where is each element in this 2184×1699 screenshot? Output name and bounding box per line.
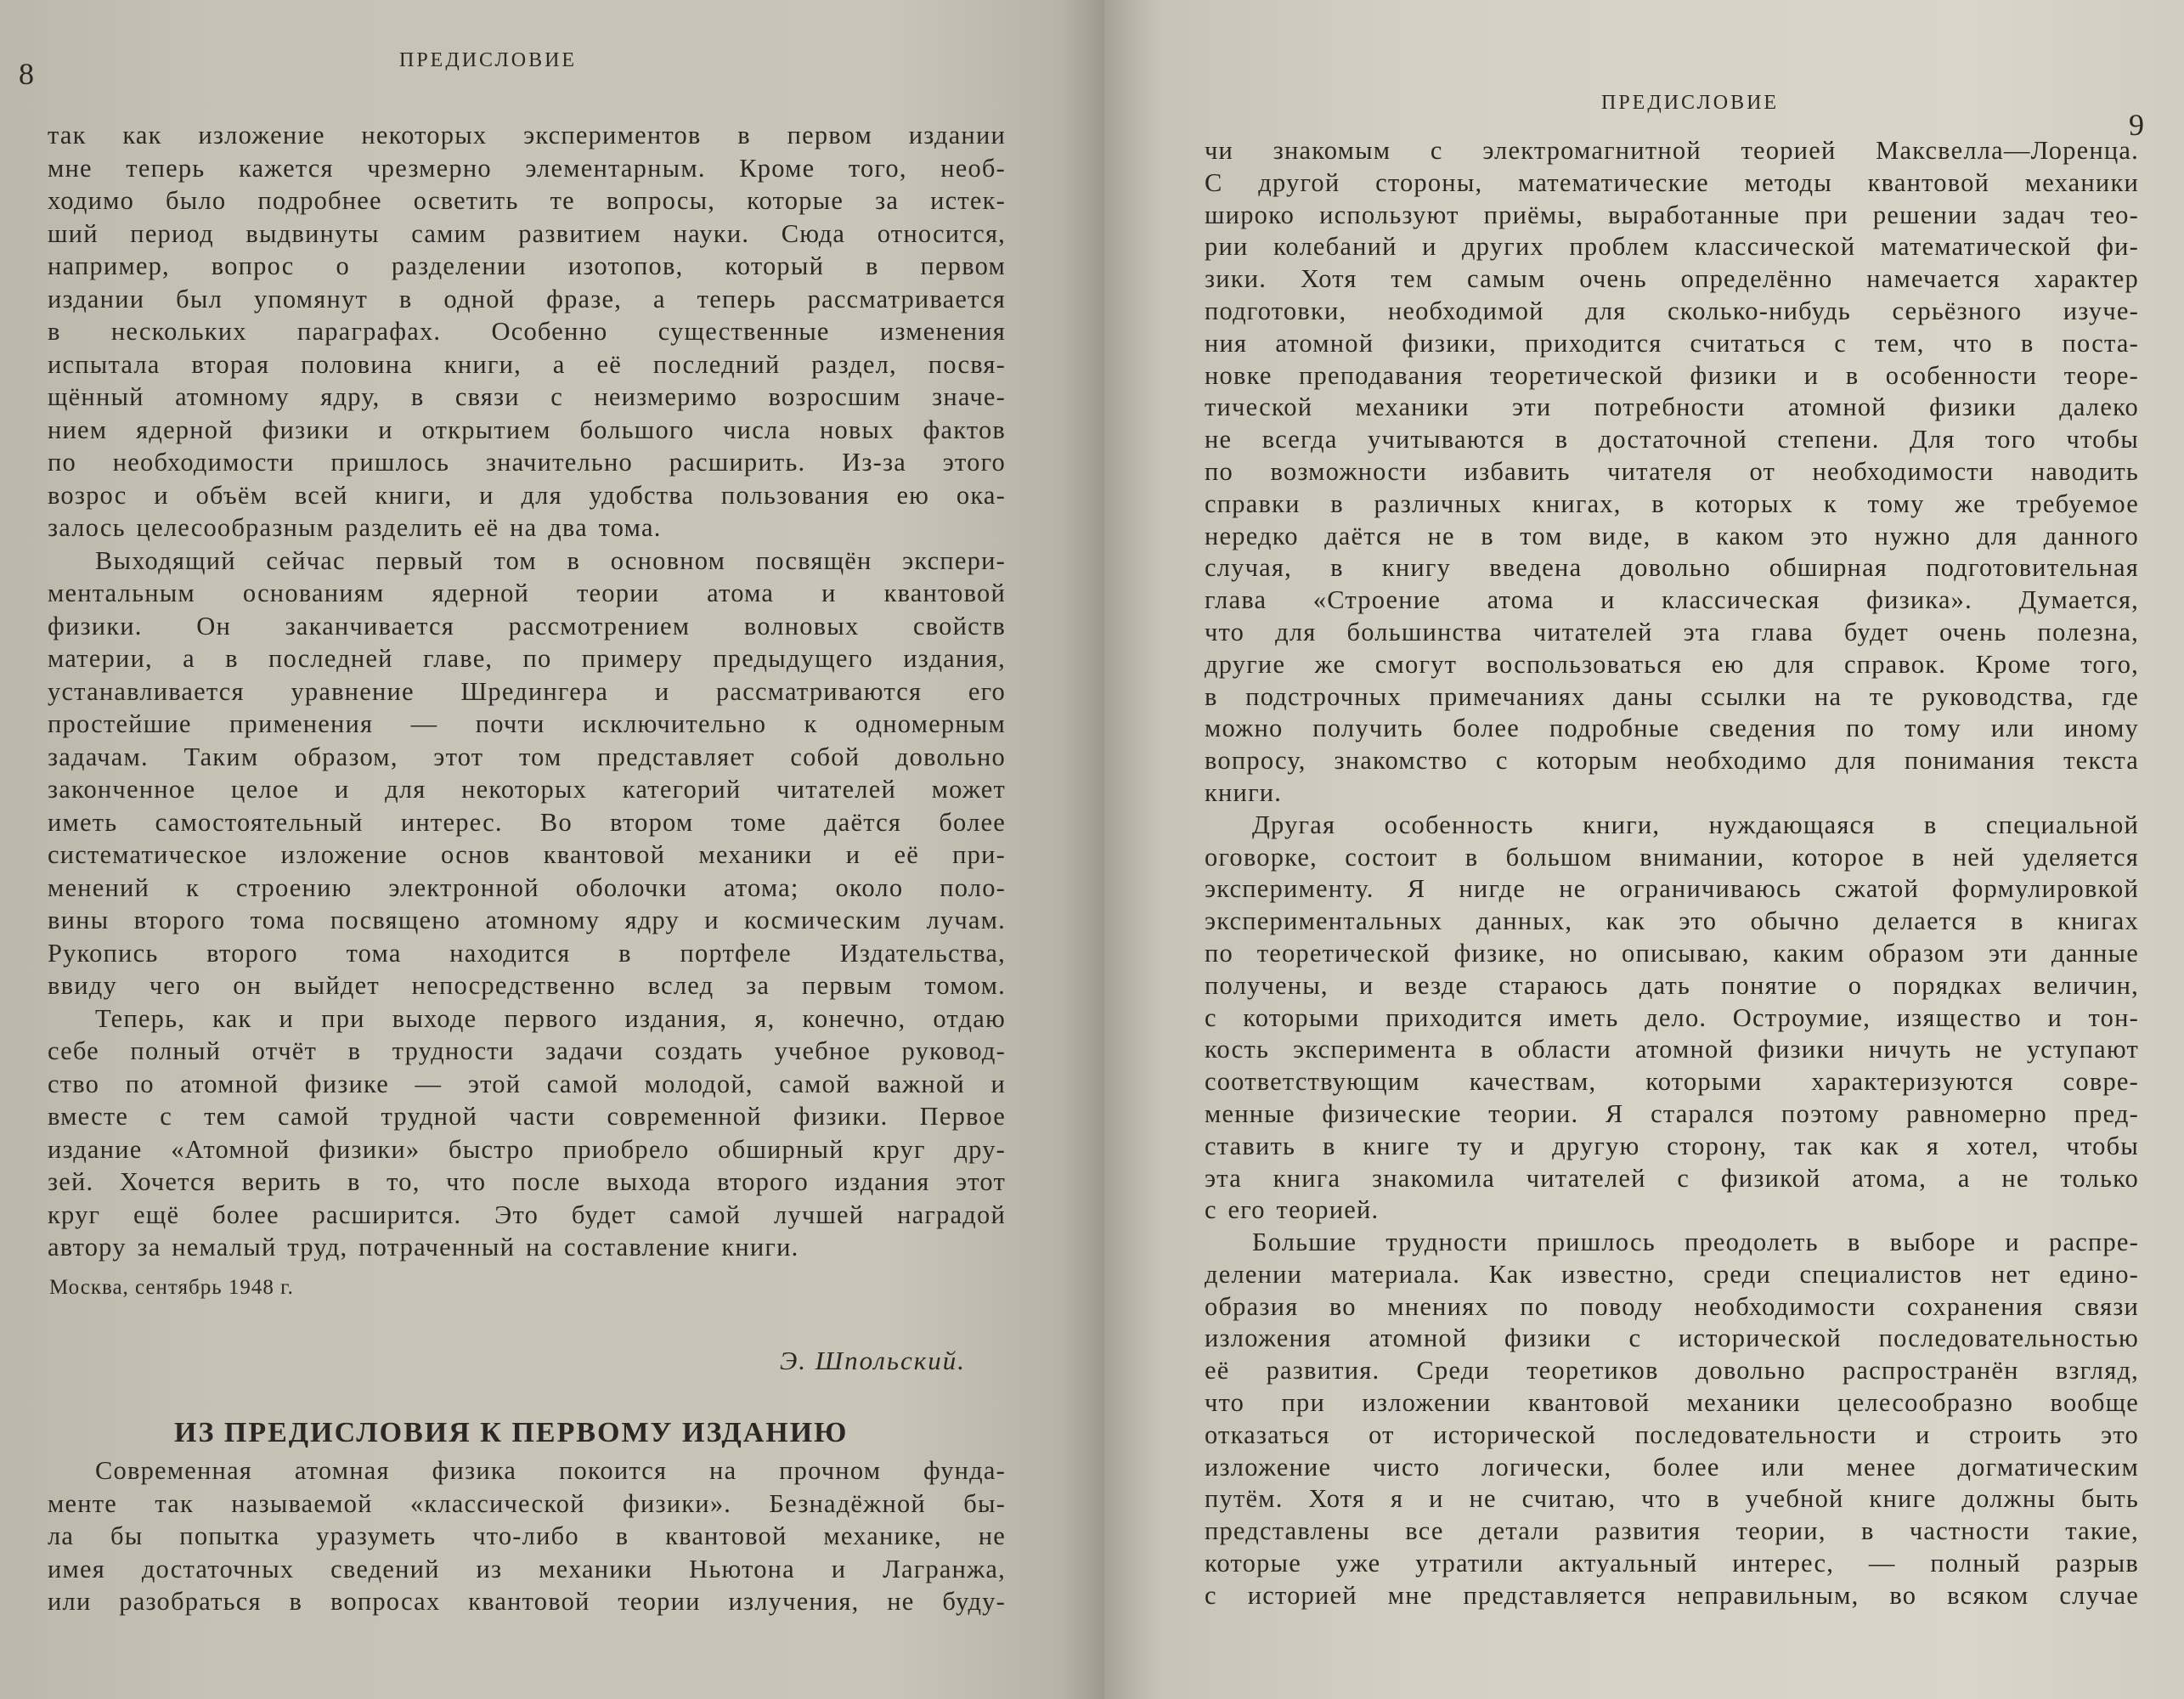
text-line: систематическое изложение основ квантовой механики и её при- — [48, 840, 1006, 869]
text-line: ставить в книге ту и другую сторону, так как я хотел, чтобы — [1205, 1131, 2139, 1160]
text-line: экспериментальных данных, как это обычно делается в книгах — [1205, 906, 2139, 936]
text-line: издание «Атомной физики» быстро приобрело обширный круг дру- — [48, 1134, 1006, 1164]
text-line: ство по атомной физике — этой самой молодой, самой важной и — [48, 1069, 1006, 1098]
section-heading: ИЗ ПРЕДИСЛОВИЯ К ПЕРВОМУ ИЗДАНИЮ — [174, 1417, 849, 1448]
text-line: отказаться от исторической последовательности и строить это — [1205, 1420, 2139, 1449]
text-line: эксперименту. Я нигде не ограничиваюсь сжатой формулировкой — [1205, 874, 2139, 904]
text-line: зики. Хотя тем самым очень определённо намечается характер — [1205, 264, 2139, 294]
text-line: простейшие применения — почти исключительно к одномерным — [48, 709, 1006, 738]
text-line: что при изложении квантовой механики целесообразно вообще — [1205, 1388, 2139, 1418]
body-text — [48, 119, 1006, 1264]
text-line: глава «Строение атома и классическая физика». Думается, — [1205, 585, 2139, 615]
text-line: по теоретической физике, но описываю, каким образом эти данные — [1205, 938, 2139, 968]
section-text — [48, 1454, 1006, 1618]
text-line: делении материала. Как известно, среди специалистов нет едино- — [1205, 1259, 2139, 1289]
text-line: Рукопись второго тома находится в портфеле Издательства, — [48, 938, 1006, 968]
text-line: менные физические теории. Я старался поэтому равномерно пред- — [1205, 1098, 2139, 1128]
text-line: С другой стороны, математические методы квантовой механики — [1205, 167, 2139, 197]
text-line: рии колебаний и других проблем классической математической фи- — [1205, 232, 2139, 262]
text-line: возрос и объём всей книги, и для удобства пользования ею ока- — [48, 480, 1006, 510]
text-line: чи знакомым с электромагнитной теорией Максвелла—Лоренца. — [1205, 136, 2139, 165]
right-page — [1104, 0, 2184, 1699]
text-line: залось целесообразным разделить её на два тома. — [48, 513, 662, 542]
text-line: Теперь, как и при выходе первого издания, я, конечно, отдаю — [95, 1003, 1006, 1033]
text-line: в нескольких параграфах. Особенно существенные изменения — [48, 317, 1006, 346]
text-line: ментальным основаниям ядерной теории атома и квантовой — [48, 579, 1006, 607]
text-line: можно получить более подробные сведения по тому или иному — [1205, 714, 2139, 743]
text-line: Современная атомная физика покоится на прочном фунда- — [95, 1456, 1006, 1485]
text-line: подготовки, необходимой для сколько-нибудь серьёзного изуче- — [1205, 296, 2139, 325]
text-line: менений к строению электронной оболочки атома; около поло- — [48, 872, 1006, 902]
text-line: эта книга знакомила читателей с физикой атома, а не только — [1205, 1163, 2139, 1193]
text-line: справки в различных книгах, в которых к тому же требуемое — [1205, 488, 2139, 518]
text-line: материи, а в последней главе, по примеру предыдущего издания, — [48, 644, 1006, 673]
text-line: например, вопрос о разделении изотопов, который в первом — [48, 251, 1006, 280]
text-line: соответствующим качествам, которыми характеризуются совре- — [1205, 1067, 2139, 1097]
text-line: ла бы попытка уразуметь что-либо в квантовой механике, не — [48, 1521, 1006, 1550]
text-line: иметь самостоятельный интерес. Во втором томе даётся более — [48, 807, 1006, 837]
text-line: с историей мне представляется неправильным, во всяком случае — [1205, 1580, 2139, 1610]
text-line: вопросу, знакомство с которым необходимо для понимания текста — [1205, 746, 2139, 776]
text-line: ввиду чего он выйдет непосредственно вслед за первым томом. — [48, 971, 1006, 1000]
text-line: представлены все детали развития теории, в частности такие, — [1205, 1516, 2139, 1546]
text-line: изложения атомной физики с исторической последовательностью — [1205, 1324, 2139, 1353]
text-line: образия во мнениях по поводу необходимости сохранения связи — [1205, 1291, 2139, 1321]
text-line: с которыми приходится иметь дело. Остроумие, изящество и тон- — [1205, 1002, 2139, 1032]
text-line: или разобраться в вопросах квантовой теории излучения, не буду- — [48, 1587, 1006, 1616]
running-head: ПРЕДИСЛОВИЕ — [1601, 92, 1780, 114]
text-line: по необходимости пришлось значительно расширить. Из-за этого — [48, 448, 1006, 477]
text-line: нием ядерной физики и открытием большого числа новых фактов — [48, 415, 1006, 444]
text-line: менте так называемой «классической физики». Безнадёжной бы- — [48, 1488, 1006, 1518]
text-line: так как изложение некоторых экспериментов в первом издании — [48, 121, 1006, 150]
text-line: получены, и везде стараюсь дать понятие о порядках величин, — [1205, 970, 2139, 1000]
text-line: её развития. Среди теоретиков довольно распространён взгляд, — [1205, 1356, 2139, 1386]
text-line: автору за немалый труд, потраченный на составление книги. — [48, 1233, 799, 1262]
text-line: с его теорией. — [1205, 1195, 1380, 1225]
place-date: Москва, сентябрь 1948 г. — [49, 1276, 294, 1299]
text-line: широко используют приёмы, выработанные при решении задач тео- — [1205, 200, 2139, 229]
text-line: Другая особенность книги, нуждающаяся в специальной — [1252, 810, 2139, 839]
text-line: устанавливается уравнение Шредингера и рассматриваются его — [48, 676, 1006, 706]
text-line: зей. Хочется верить в то, что после выхода второго издания этот — [48, 1167, 1006, 1196]
text-line: что для большинства читателей эта глава будет очень полезна, — [1205, 617, 2139, 646]
text-line: имея достаточных сведений из механики Ньютона и Лагранжа, — [48, 1554, 1006, 1583]
body-text — [1205, 135, 2139, 1612]
text-line: книги. — [1205, 777, 1283, 807]
text-line: себе полный отчёт в трудности задачи создать учебное руковод- — [48, 1036, 1006, 1065]
text-line: вместе с тем самой трудной части современной физики. Первое — [48, 1102, 1006, 1131]
text-line: изложение чисто логически, более или менее догматическим — [1205, 1452, 2139, 1482]
text-line: Выходящий сейчас первый том в основном посвящён экспери- — [95, 545, 1006, 575]
text-line: новке преподавания теоретической физики и в особенности теоре- — [1205, 360, 2139, 390]
text-line: круг ещё более расширится. Это будет самой лучшей наградой — [48, 1199, 1006, 1229]
text-line: которые уже утратили актуальный интерес, — полный разрыв — [1205, 1549, 2139, 1578]
running-head: ПРЕДИСЛОВИЕ — [399, 49, 578, 71]
text-line: щённый атомному ядру, в связи с неизмеримо возросшим значе- — [48, 382, 1006, 411]
text-line: случая, в книгу введена довольно обширная подготовительная — [1205, 553, 2139, 583]
page-number: 9 — [2129, 108, 2144, 142]
text-line: в подстрочных примечаниях даны ссылки на те руководства, где — [1205, 681, 2139, 711]
text-line: ший период выдвинуты самим развитием науки. Сюда относится, — [48, 218, 1006, 248]
text-line: вины второго тома посвящено атомному ядру и космическим лучам. — [48, 906, 1006, 934]
text-line: Большие трудности пришлось преодолеть в выборе и распре- — [1252, 1228, 2139, 1257]
page-number: 8 — [19, 57, 34, 91]
text-line: испытала вторая половина книги, а её последний раздел, посвя- — [48, 349, 1006, 379]
text-line: задачам. Таким образом, этот том представляет собой довольно — [48, 742, 1006, 771]
text-line: кость эксперимента в области атомной физики ничуть не уступают — [1205, 1035, 2139, 1064]
text-line: мне теперь кажется чрезмерно элементарным. Кроме того, необ- — [48, 153, 1006, 183]
text-line: тической механики эти потребности атомной физики далеко — [1205, 392, 2139, 422]
text-line: по возможности избавить читателя от необходимости наводить — [1205, 456, 2139, 486]
text-line: другие же смогут воспользоваться ею для справок. Кроме того, — [1205, 649, 2139, 679]
signature: Э. Шпольский. — [780, 1346, 966, 1375]
text-line: оговорке, состоит в большом внимании, которое в ней уделяется — [1205, 842, 2139, 872]
text-line: ния атомной физики, приходится считаться с тем, что в поста- — [1205, 328, 2139, 358]
text-line: физики. Он заканчивается рассмотрением волновых свойств — [48, 611, 1006, 641]
text-line: не всегда учитываются в достаточной степени. Для того чтобы — [1205, 425, 2139, 454]
text-line: законченное целое и для некоторых категорий читателей может — [48, 775, 1006, 804]
text-line: нередко даётся не в том виде, в каком это нужно для данного — [1205, 521, 2139, 550]
text-line: издании был упомянут в одной фразе, а теперь рассматривается — [48, 284, 1006, 313]
text-line: ходимо было подробнее осветить те вопросы, которые за истек- — [48, 186, 1006, 215]
text-line: путём. Хотя я и не считаю, что в учебной книге должны быть — [1205, 1484, 2139, 1514]
